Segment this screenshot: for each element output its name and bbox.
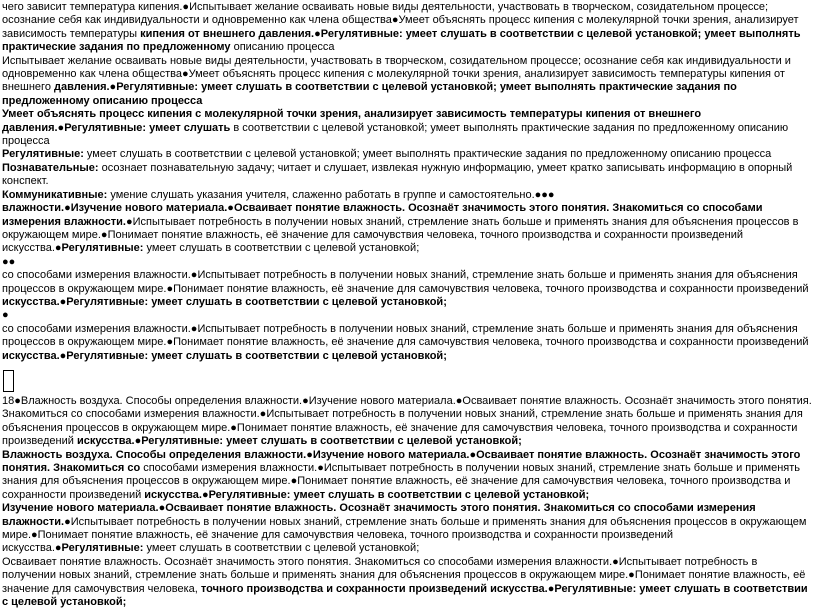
paragraph: [2, 1, 814, 55]
paragraph: [2, 202, 814, 256]
bold-text-run: ●: [2, 309, 9, 322]
paragraph: [2, 55, 814, 109]
paragraph: [2, 269, 814, 309]
bold-text-run: искусства.●Регулятивные: умеет слушать в соответствии с целевой установкой;: [2, 349, 447, 362]
empty-table-cell: [3, 370, 14, 392]
text-run: описанию процесса: [230, 41, 335, 54]
paragraph: [2, 256, 814, 269]
text-run: в соответствии с целевой установкой; умеет выполнять практические задания по предложенному описанию процесса: [2, 121, 789, 148]
bold-text-run: искусства.●Регулятивные: умеет слушать в соответствии с целевой установкой;: [76, 435, 522, 448]
paragraph: [2, 148, 814, 161]
text-run: Испытывает потребность в получении новых знаний, стремление знать больше и применять знания для объяснения процессов в окружающем мире.●Понимает понятие влажность, её значение для самочувствия человека, точного производства и сохранности произведений искусства.●: [2, 515, 807, 555]
paragraph: [2, 309, 814, 322]
bold-text-run: Регулятивные:: [61, 542, 144, 555]
text-run: умеет слушать в соответствии с целевой установкой;: [143, 542, 420, 555]
text-run: со способами измерения влажности.●Испытывает потребность в получении новых знаний, стремление знать больше и применять знания для объяснения процессов в окружающем мире.●Понимает понятие влажность, её значение для самочувствия человека, точного производства и сохранности произведений: [2, 269, 809, 295]
bold-text-run: Регулятивные:: [2, 148, 84, 161]
bold-text-run: умеет слушать в соответствии с целевой установкой;: [2, 582, 808, 609]
paragraph: [2, 449, 814, 503]
text-run: способами измерения влажности.●Испытывает потребность в получении новых знаний, стремление знать больше и применять знания для объяснения процессов в окружающем мире.●Понимает понятие влажность, её значение для самочувствия человека, точного производства и сохранности произведений: [2, 462, 801, 501]
bold-text-run: ●●●: [534, 188, 555, 201]
paragraph: [2, 556, 814, 609]
paragraph: [2, 108, 814, 148]
bold-text-run: Регулятивные:: [554, 582, 637, 595]
bold-text-run: влажности.●Изучение нового материала.●Осваивает понятие влажность. Осознаёт значимость этого понятия. Знакомиться со способами измерения влажности.●: [2, 202, 763, 228]
bold-text-run: Изучение нового материала.●Осваивает понятие влажность. Осознаёт значимость этого понятия. Знакомиться со способами измерения влажности.●: [2, 502, 756, 528]
bold-text-run: Влажность воздуха. Способы определения влажности.●Изучение нового материала.●Осваивает понятие влажность. Осознаёт значимость этого понятия. Знакомиться со: [2, 448, 801, 474]
text-run: Испытывает желание осваивать новые виды деятельности, участвовать в творческом, созидательном процессе; осознание себя как индивидуальности и одновременно как члена общества●Умеет объяснять процесс кипения с молекулярной точки зрения, анализирует зависимость температуры кипения от внешнего: [2, 54, 791, 94]
text-run: Испытывает потребность в получении новых знаний, стремление знать больше и применять знания для объяснения процессов в окружающем мире.●Понимает понятие влажность, её значение для самочувствия человека, точного производства и сохранности произведений искусства.●: [2, 215, 799, 255]
text-run: Осваивает понятие влажность. Осознаёт значимость этого понятия. Знакомиться со способами измерения влажности.●Испытывает потребность в получении новых знаний, стремление знать больше и применять знания для объяснения процессов в окружающем мире.●Понимает понятие влажность, её значение для самочувствия человека,: [2, 555, 806, 595]
text-run: 18●Влажность воздуха. Способы определения влажности.●Изучение нового материала.●Осваивает понятие влажность. Осознаёт значимость этого понятия. Знакомиться со способами измерения влажности.●Испытывает потребность в получении новых знаний, стремление знать больше и применять знания для объяснения процессов в окружающем мире.●Понимает понятие влажность, её значение для самочувствия человека, точного производства и сохранности произведений: [2, 394, 812, 448]
bold-text-run: кипения от внешнего давления.●Регулятивные: умеет слушать в соответствии с целевой установкой; умеет выполнять практические задания по предложенному: [2, 27, 801, 54]
paragraph: [2, 162, 814, 189]
bold-text-run: давления.●Регулятивные: умеет слушать в соответствии с целевой установкой; умеет выполнять практические задания по предложенному описанию процесса: [2, 81, 737, 107]
text-run: чего зависит температура кипения.●Испытывает желание осваивать новые виды деятельности, участвовать в творческом, созидательном процессе; осознание себя как индивидуальности и одновременно как члена общества●Умеет объяснять процесс кипения с молекулярной точки зрения, анализирует зависимость температуры: [2, 1, 799, 40]
bold-text-run: искусства.●Регулятивные: умеет слушать в соответствии с целевой установкой;: [2, 295, 447, 308]
text-run: умеет слушать в соответствии с целевой установкой; умеет выполнять практические задания по предложенному описанию процесса: [83, 148, 772, 161]
text-run: со способами измерения влажности.●Испытывает потребность в получении новых знаний, стремление знать больше и применять знания для объяснения процессов в окружающем мире.●Понимает понятие влажность, её значение для самочувствия человека, точного производства и сохранности произведений: [2, 322, 809, 349]
bold-text-run: Регулятивные:: [61, 242, 144, 255]
text-run: умение слушать указания учителя, слаженно работать в группе и самостоятельно.: [107, 188, 535, 201]
paragraph: [2, 395, 814, 449]
bold-text-run: Умеет объяснять процесс кипения с молекулярной точки зрения, анализирует зависимость температуры кипения от внешнего давления.●Регулятивные: умеет слушать: [2, 108, 702, 134]
bold-text-run: ●●: [2, 255, 16, 268]
bold-text-run: Познавательные:: [2, 161, 99, 174]
text-run: осознает познавательную задачу; читает и слушает, извлекая нужную информацию, умеет кратко записывать информацию в опорный конспект.: [2, 161, 793, 188]
document-body: [2, 1, 814, 609]
bold-text-run: Коммуникативные:: [2, 188, 108, 201]
bold-text-run: искусства.●Регулятивные: умеет слушать в соответствии с целевой установкой;: [144, 488, 590, 501]
paragraph: [2, 502, 814, 556]
paragraph: [2, 323, 814, 363]
bold-text-run: точного производства и сохранности произведений искусства.●: [200, 582, 555, 595]
text-run: умеет слушать в соответствии с целевой установкой;: [143, 242, 420, 255]
paragraph: [2, 189, 814, 202]
